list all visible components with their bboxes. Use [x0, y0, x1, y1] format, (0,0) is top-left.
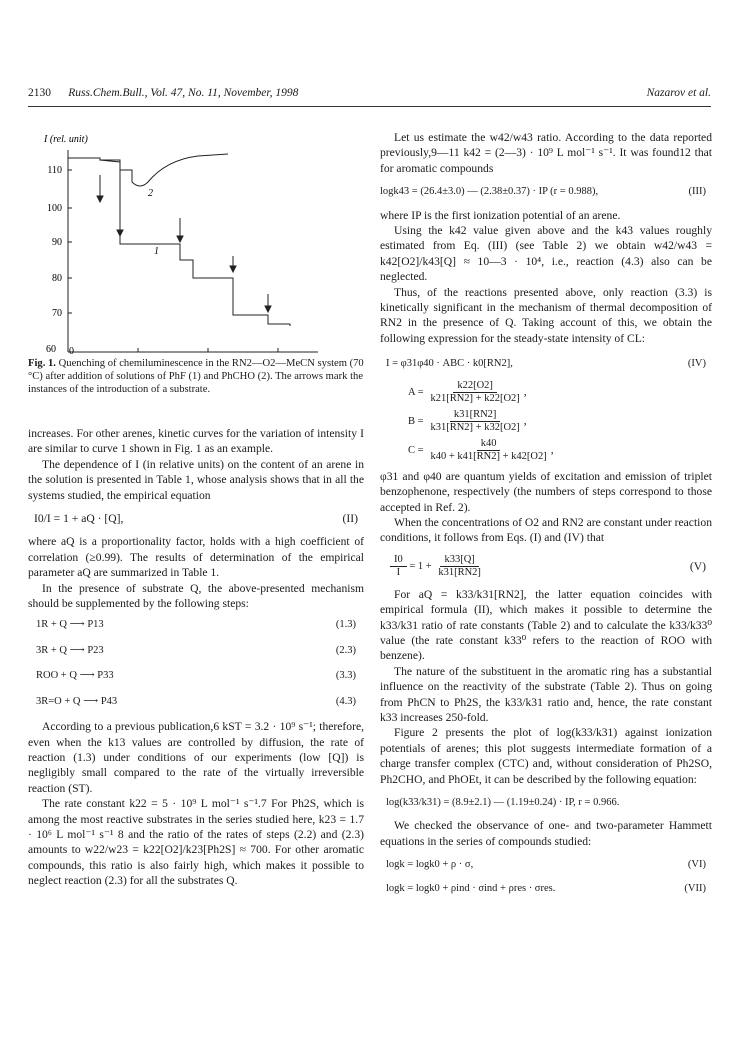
- y-tick-label: 110: [47, 165, 62, 176]
- page-header: [28, 86, 711, 107]
- numerator: k33[Q]: [440, 554, 478, 567]
- equation-number: (III): [688, 186, 706, 198]
- product: P33: [97, 670, 114, 682]
- figure-1-plot: [28, 130, 364, 355]
- reactants: 1R + Q: [36, 619, 68, 631]
- figure-caption-label: Fig. 1.: [28, 358, 56, 369]
- denominator: k31[RN2]: [438, 566, 481, 578]
- equation-text: logk = logk0 + ρind · σind + ρres · σres.: [386, 882, 556, 894]
- paragraph: Using the k42 value given above and the k43 values roughly estimated from Eq. (III) (see Table 2) we obtain w42/w43 = k42[O2]/k43[Q] ≈ 10—3 · 10⁴, i.e., reaction (4.3) also can be neglected.: [380, 224, 712, 284]
- equation-text: I0/I = 1 + aQ · [Q],: [34, 512, 124, 526]
- equation-number: (4.3): [335, 695, 356, 707]
- product: P23: [87, 644, 104, 656]
- equation-number: (3.3): [335, 670, 356, 682]
- paragraph: Let us estimate the w42/w43 ratio. According to the data reported previously,9—11 k42 = (2—3) · 10⁹ L mol⁻¹ s⁻¹. It was found12 that for aromatic compounds: [380, 131, 712, 175]
- equation-V: [380, 554, 712, 579]
- denominator: k40 + k41[RN2] + k42[O2]: [430, 450, 547, 462]
- reactants: 3R=O + Q: [36, 695, 81, 707]
- paragraph: increases. For other arenes, kinetic curves for the variation of intensity I are similar to curve 1 shown in Fig. 1 as an example.: [28, 427, 364, 456]
- fraction-B: [426, 409, 523, 434]
- equation-number: (2.3): [335, 644, 356, 656]
- reactants: 3R + Q: [36, 644, 68, 656]
- paragraph: Figure 2 presents the plot of log(k33/k31) against ionization potentials of arenes; this plot suggests intermediate formation of a charge transfer complex (CTC) and, without consideration of Ph2SO, Ph2CHO, and PhOEt, it can be described by the following equation:: [380, 726, 712, 786]
- denominator: I: [396, 566, 401, 578]
- paragraph: Thus, of the reactions presented above, only reaction (3.3) is kinetically significant in the mechanism of thermal decomposition of RN2 in the presence of Q. Taking account of this, we obtain the following expression for the steady-state intensity of CL:: [380, 285, 712, 345]
- equation-number: (IV): [687, 358, 706, 370]
- figure-caption-text: Quenching of chemiluminescence in the RN2—O2—MeCN system (70 °C) after addition of solutions of PhF (1) and PhCHO (2). The arrows mark the instances of the introduction of a substrate.: [28, 358, 364, 395]
- paragraph: When the concentrations of O2 and RN2 are constant under reaction conditions, it follows from Eqs. (I) and (IV) that: [380, 515, 712, 545]
- paragraph: where aQ is a proportionality factor, holds with a high coefficient of correlation (≥0.99). The results of determination of the empirical parameter aQ are summarized in Table 1.: [28, 535, 364, 580]
- x-ticks: [69, 346, 314, 355]
- equation-VII: [380, 881, 712, 896]
- equation-number: (VI): [687, 859, 706, 871]
- right-column: [380, 130, 712, 904]
- left-column: [28, 130, 364, 889]
- fraction-A: [426, 380, 523, 405]
- equation-II: [28, 511, 364, 526]
- fraction-C: [426, 438, 550, 463]
- reaction-list: [28, 617, 364, 709]
- figure-1: [28, 130, 364, 355]
- equation-number: (II): [342, 512, 358, 526]
- fraction-I0-over-I: [390, 554, 407, 579]
- curve-label-1: 1: [154, 246, 159, 257]
- equation-text: logk = logk0 + ρ · σ,: [386, 859, 474, 871]
- def-B-lhs: B =: [408, 415, 424, 427]
- journal-citation: Russ.Chem.Bull., Vol. 47, No. 11, November, 1998: [68, 87, 299, 99]
- equation-text: I = φ31φ40 · ABC · k0[RN2],: [386, 358, 513, 370]
- reaction-step: 1R + Q ⟶ P13 (1.3): [28, 617, 364, 632]
- paragraph: In the presence of substrate Q, the above-presented mechanism should be supplemented by the following steps:: [28, 581, 364, 611]
- equation-IV: [380, 356, 712, 371]
- fraction-k33-over-k31: [434, 554, 485, 579]
- paragraph: where IP is the first ionization potential of an arene.: [380, 208, 621, 222]
- def-A-lhs: A =: [408, 386, 424, 398]
- paragraph: The nature of the substituent in the aromatic ring has a substantial influence on the reactivity of the substrate (Table 2). Thus on going from PhCN to Ph2S, the k33/k31 ratio and, hence, the rate constant k33 increases 250-fold.: [380, 664, 712, 724]
- y-axis-label: I (rel. unit): [44, 134, 88, 145]
- equation-VI: [380, 857, 712, 872]
- curve-1: [68, 158, 290, 326]
- denominator: k21[RN2] + k22[O2]: [430, 392, 520, 404]
- product: P13: [87, 619, 104, 631]
- paragraph: The dependence of I (in relative units) on the content of an arene in the solution is presented in Table 1, whose analysis shows that in all the systems studied, the empirical equation: [28, 457, 364, 502]
- running-head: [28, 86, 298, 101]
- equation-text: log(k33/k31) = (8.9±2.1) — (1.19±0.24) · IP, r = 0.966.: [386, 797, 620, 808]
- equation-number: (VII): [684, 882, 706, 894]
- reaction-step: ROO + Q ⟶ P33 (3.3): [28, 668, 364, 683]
- y-tick-label: 100: [47, 203, 62, 214]
- definitions-block: A = $\frac{k22[O2]}{k21[RN2] + k22[O2]}$ , B = $\frac{k31[RN2]}{k31[RN2] + k32[O2]}$ , C = $\frac{k40}{k40 + k41[RN2] + k42[O2]}$ ,: [408, 379, 554, 462]
- denominator: k31[RN2] + k32[O2]: [430, 421, 520, 433]
- equation-text: logk43 = (26.4±3.0) — (2.38±0.37) · IP (r = 0.988),: [380, 186, 599, 198]
- equation-text: = 1 +: [409, 560, 432, 572]
- x-tick-label: 0: [69, 346, 74, 355]
- equation-III: [380, 184, 712, 199]
- equation-number: (V): [689, 559, 706, 573]
- product: P43: [100, 695, 118, 707]
- def-C-lhs: C =: [408, 444, 424, 456]
- equation-log-k33-k31: [380, 795, 712, 810]
- numerator: k31[RN2]: [450, 409, 501, 422]
- paragraph: We checked the observance of one- and two-parameter Hammett equations in the series of compounds studied:: [380, 819, 712, 848]
- reactants: ROO + Q: [36, 670, 77, 682]
- numerator: k22[O2]: [453, 380, 497, 393]
- y-tick-label: 80: [52, 273, 62, 284]
- equation-number: (1.3): [335, 619, 356, 631]
- y-tick-label: 60: [46, 344, 56, 355]
- y-tick-label: 90: [52, 237, 62, 248]
- page-number: 2130: [28, 87, 51, 99]
- numerator: I0: [390, 554, 407, 567]
- reaction-step: 3R + Q ⟶ P23 (2.3): [28, 643, 364, 658]
- reaction-step: 3R=O + Q ⟶ P43 (4.3): [28, 694, 364, 709]
- paragraph: For aQ = k33/k31[RN2], the latter equation coincides with empirical formula (II), which makes it possible to determine the k33/k31 ratio of rate constants (Table 2) and to calculate the k33/k33⁰ value (the rate constant k33⁰ refers to the reaction of ROO with benzene).: [380, 587, 712, 663]
- curve-label-2: 2: [148, 188, 153, 199]
- curve-2: [68, 154, 228, 186]
- paragraph: The rate constant k22 = 5 · 10⁹ L mol⁻¹ s⁻¹.7 For Ph2S, which is among the most reactive substrates in the series studied here, k23 = 1.7 · 10⁶ L mol⁻¹ s⁻¹ 8 and the ratio of the rates of steps (2.2) and (2.3) amounts to w22/w23 = k22[O2]/k23[Ph2S] ≈ 700. For other aromatic compounds, this ratio is also fairly high, which makes it possible to neglect reaction (2.3) for all the substrates Q.: [28, 797, 364, 888]
- figure-caption: [28, 357, 364, 396]
- authors: Nazarov et al.: [646, 87, 711, 99]
- paragraph: According to a previous publication,6 kST = 3.2 · 10⁹ s⁻¹; therefore, even when the k13 values are controlled by diffusion, the rate of reaction (1.3) under conditions of our experiments (low [Q]) is negligibly small compared to the rate of the virtually irreversible reaction (ST).: [28, 720, 364, 795]
- numerator: k40: [477, 438, 501, 451]
- paragraph: φ31 and φ40 are quantum yields of excitation and emission of triplet benzophenone, respectively (the numbers of steps correspond to those accepted in Ref. 2).: [380, 469, 712, 514]
- y-tick-label: 70: [52, 308, 62, 319]
